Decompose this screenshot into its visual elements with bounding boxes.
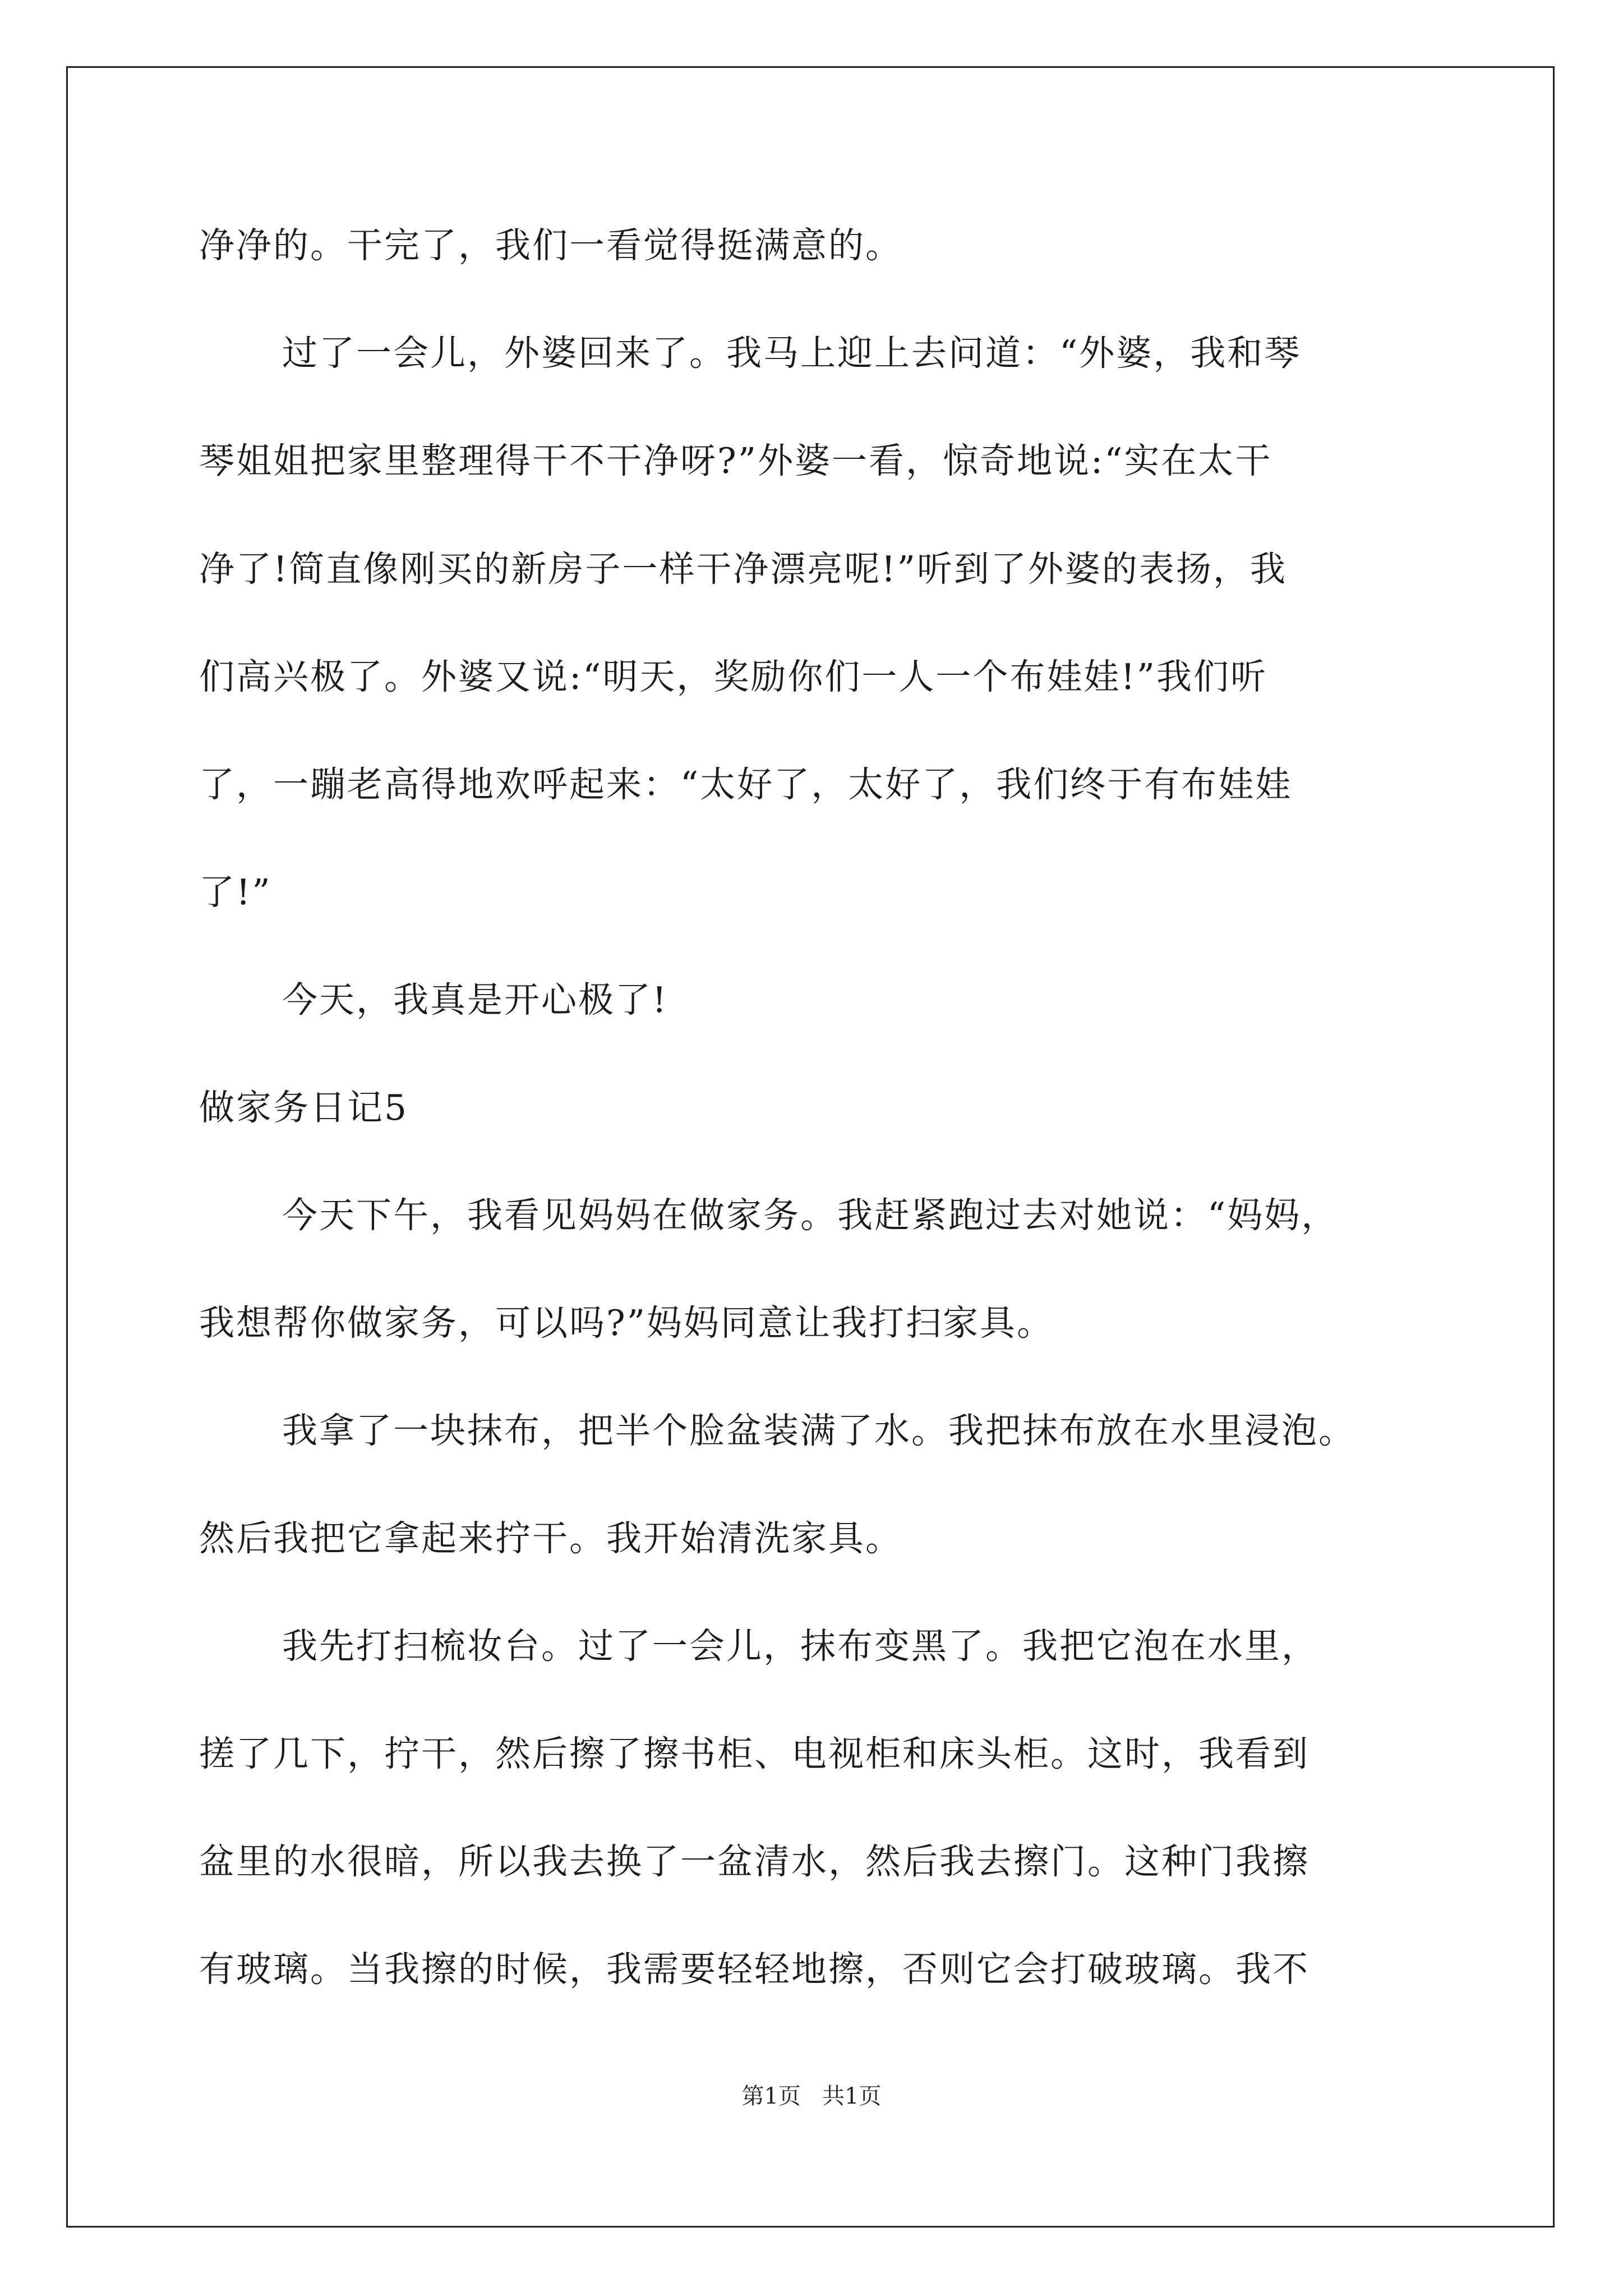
text-line: 搓了几下，拧干，然后擦了擦书柜、电视柜和床头柜。这时，我看到 <box>199 1733 1310 1774</box>
text-line: 净了!简直像刚买的新房子一样干净漂亮呢!”听到了外婆的表扬，我 <box>199 549 1287 590</box>
page-number-label: 第1页 共1页 <box>741 2083 882 2109</box>
paragraph-start-line: 过了一会儿，外婆回来了。我马上迎上去问道：“外婆，我和琴 <box>282 333 1302 374</box>
page-footer <box>0 2082 1623 2110</box>
text-line: 然后我把它拿起来拧干。我开始清洗家具。 <box>199 1518 902 1559</box>
paragraph-start-line: 今天，我真是开心极了! <box>282 979 668 1020</box>
text-line: 们高兴极了。外婆又说:“明天，奖励你们一人一个布娃娃!”我们听 <box>199 656 1267 697</box>
page-border <box>66 66 1555 2228</box>
paragraph-start-line: 今天下午，我看见妈妈在做家务。我赶紧跑过去对她说：“妈妈， <box>282 1195 1339 1236</box>
text-line: 有玻璃。当我擦的时候，我需要轻轻地擦，否则它会打破玻璃。我不 <box>199 1949 1310 1990</box>
text-line: 琴姐姐把家里整理得干不干净呀?”外婆一看，惊奇地说:“实在太干 <box>199 440 1272 481</box>
paragraph-start-line: 我先打扫梳妆台。过了一会儿，抹布变黑了。我把它泡在水里， <box>282 1626 1318 1667</box>
text-line: 我想帮你做家务，可以吗?”妈妈同意让我打扫家具。 <box>199 1303 1054 1343</box>
text-line: 盆里的水很暗，所以我去换了一盆清水，然后我去擦门。这种门我擦 <box>199 1841 1310 1882</box>
text-line: 净净的。干完了，我们一看觉得挺满意的。 <box>199 225 902 266</box>
paragraph-start-line: 我拿了一块抹布，把半个脸盆装满了水。我把抹布放在水里浸泡。 <box>282 1410 1355 1451</box>
text-line: 了，一蹦老高得地欢呼起来：“太好了，太好了，我们终于有布娃娃 <box>199 764 1293 805</box>
section-heading: 做家务日记5 <box>199 1087 409 1128</box>
text-line: 了!” <box>199 872 272 913</box>
